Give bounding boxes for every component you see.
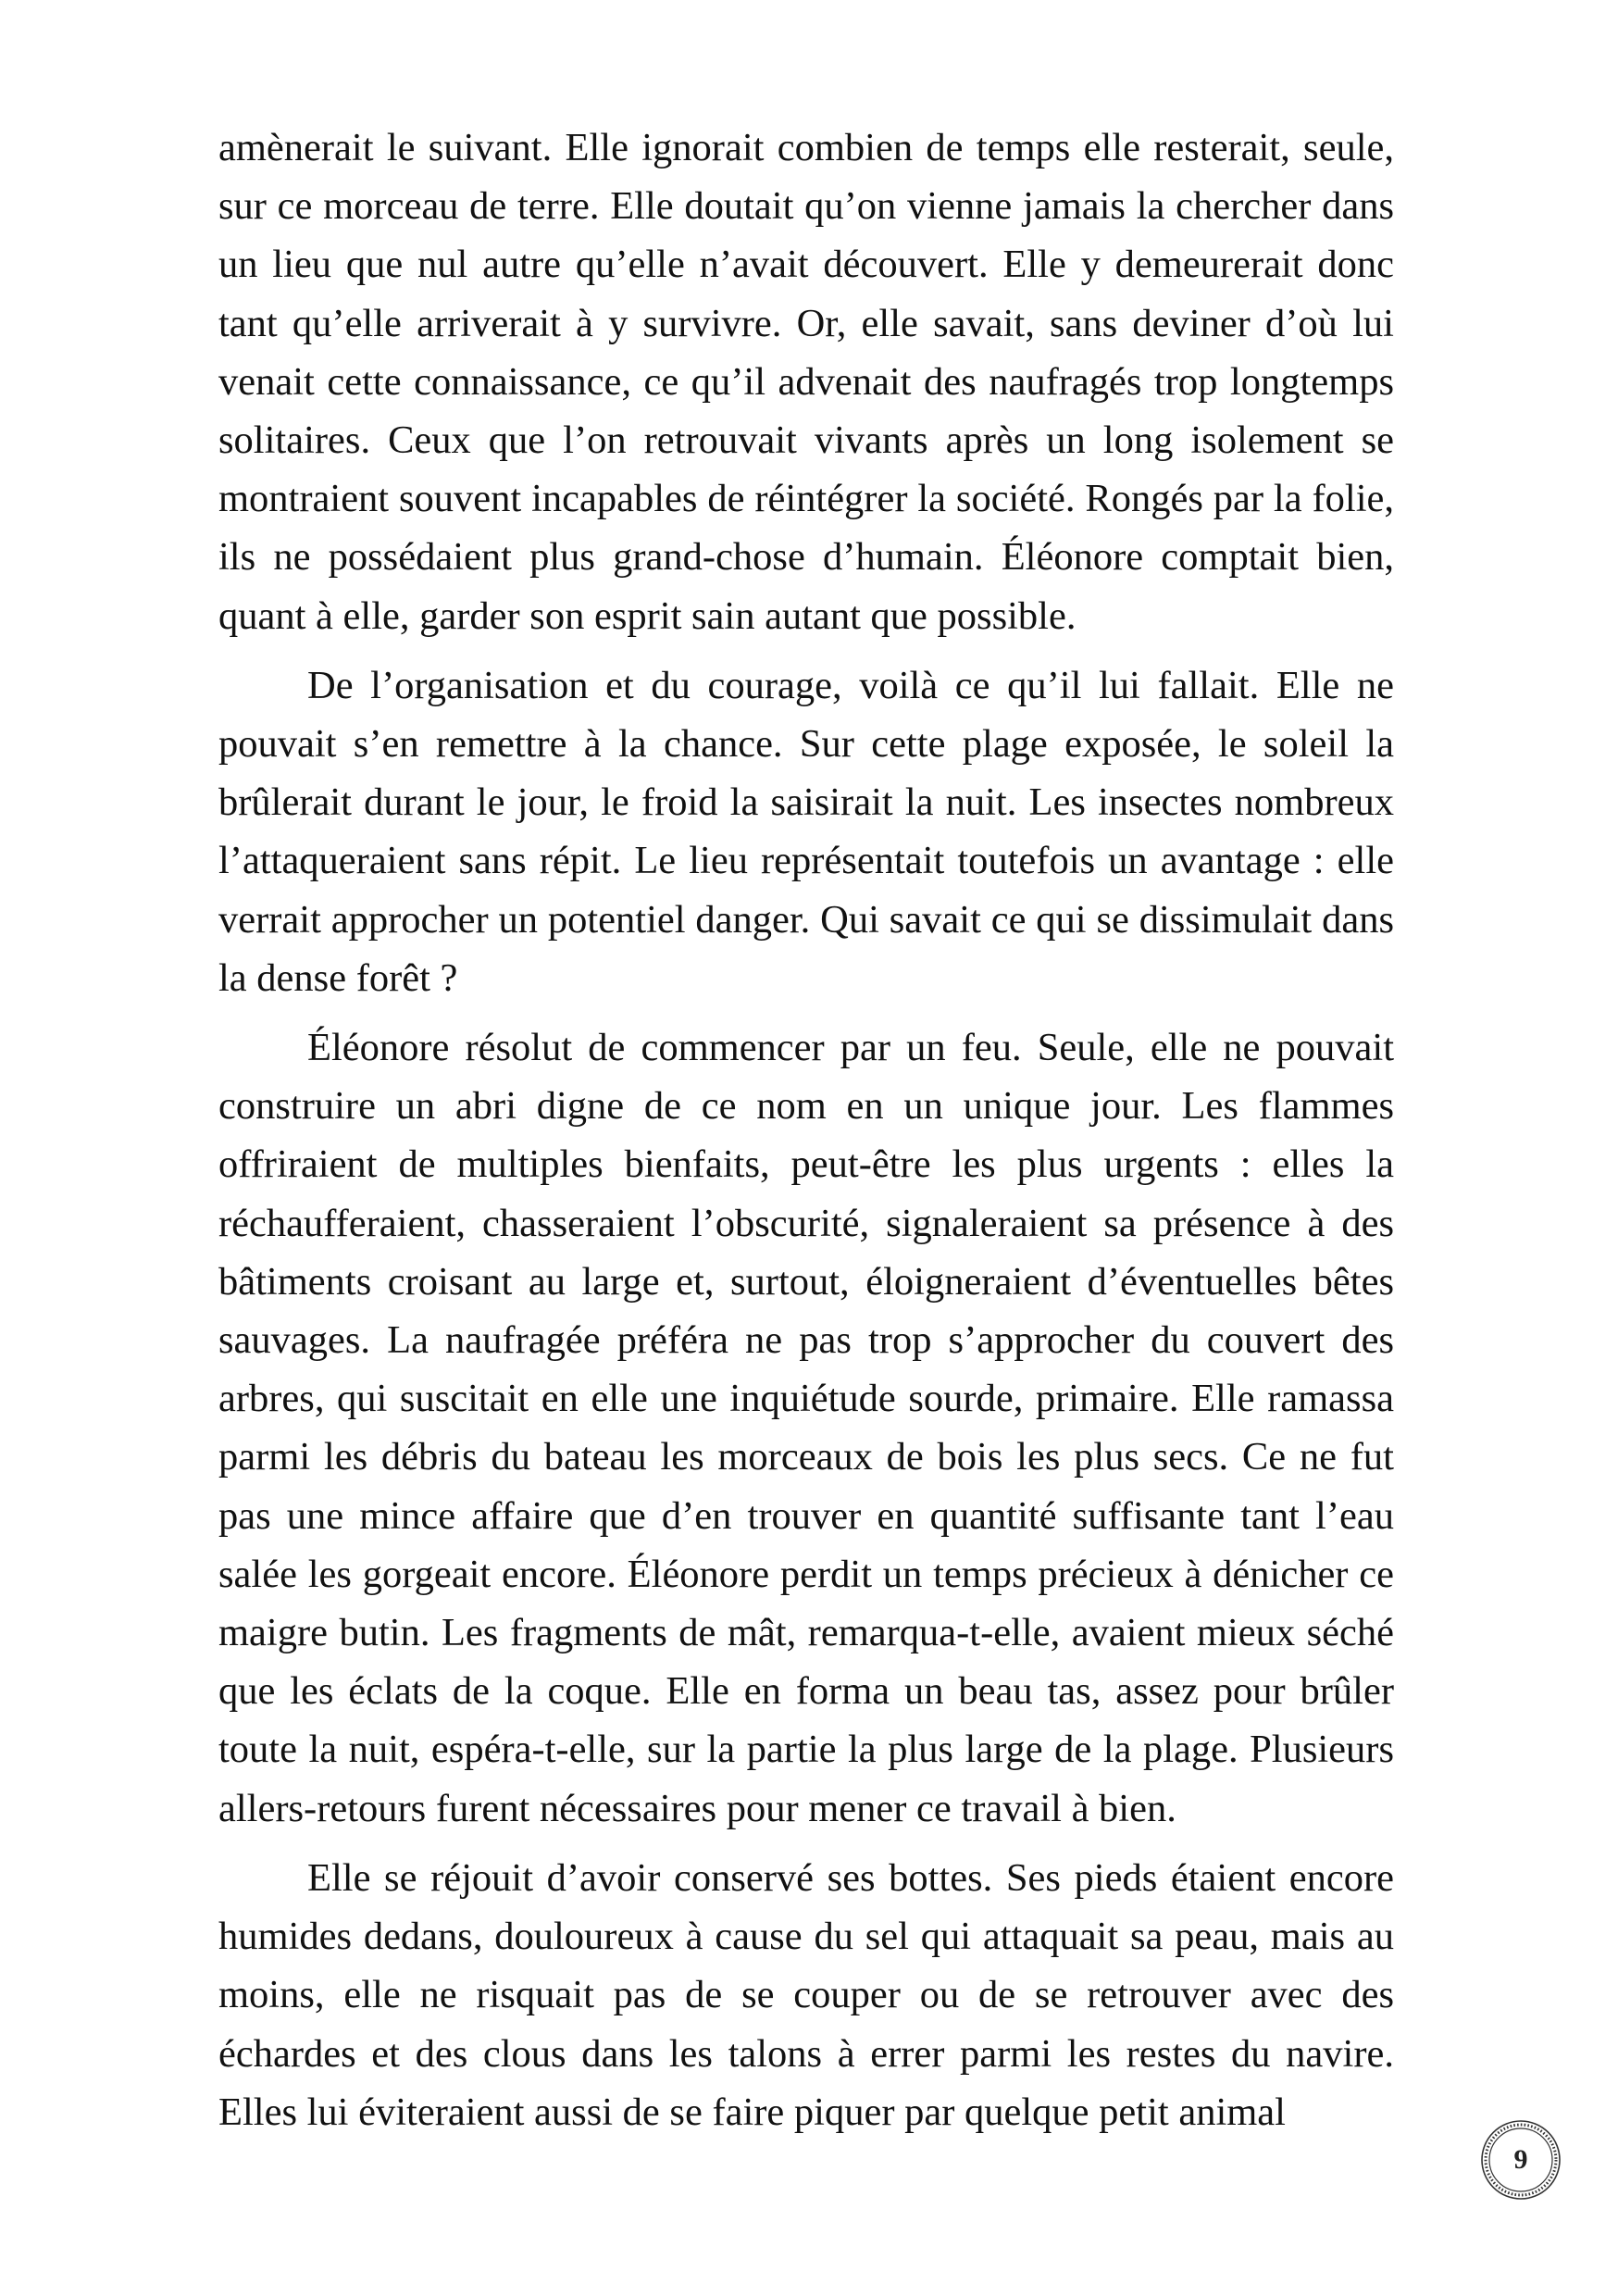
paragraph-4: Elle se réjouit d’avoir conservé ses bottes. Ses pieds étaient encore humides dedans, douloureux à cause du sel qui attaquait sa peau, mais au moins, elle ne risquait pas de se couper ou de se retrouver avec des échardes et des clous dans les talons à errer parmi les restes du navire. Elles lui éviteraient aussi de se faire piquer par quelque petit animal [218,1855,1394,2134]
paragraph-3: Éléonore résolut de commencer par un feu. Seule, elle ne pouvait construire un abri digne de ce nom en un unique jour. Les flammes offriraient de multiples bienfaits, peut-être les plus urgents : elles la réchaufferaient, chasseraient l’obscurité, signaleraient sa présence à des bâtiments croisant au large et, surtout, éloigneraient d’éventuelles bêtes sauvages. La naufragée préféra ne pas trop s’approcher du couvert des arbres, qui suscitait en elle une inquiétude sourde, primaire. Elle ramassa parmi les débris du bateau les morceaux de bois les plus secs. Ce ne fut pas une mince affaire que d’en trouver en quantité suffisante tant l’eau salée les gorgeait encore. Éléonore perdit un temps précieux à dénicher ce maigre butin. Les fragments de mât, remarqua-t-elle, avaient mieux séché que les éclats de la coque. Elle en forma un beau tas, assez pour brûler toute la nuit, espéra-t-elle, sur la partie la plus large de la plage. Plusieurs allers-retours furent nécessaires pour mener ce travail à bien. [218,1026,1394,1830]
body-text [218,119,1394,2141]
paragraph-2: De l’organisation et du courage, voilà ce qu’il lui fallait. Elle ne pouvait s’en remettre à la chance. Sur cette plage exposée, le soleil la brûlerait durant le jour, le froid la saisirait la nuit. Les insectes nombreux l’attaqueraient sans répit. Le lieu représentait toutefois un avantage : elle verrait approcher un potentiel danger. Qui savait ce qui se dissimulait dans la dense forêt ? [218,663,1394,1000]
paragraph-1: amènerait le suivant. Elle ignorait combien de temps elle resterait, seule, sur ce morceau de terre. Elle doutait qu’on vienne jamais la chercher dans un lieu que nul autre qu’elle n’avait découvert. Elle y demeurerait donc tant qu’elle arriverait à y survivre. Or, elle savait, sans deviner d’où lui venait cette connaissance, ce qu’il advenait des naufragés trop longtemps solitaires. Ceux que l’on retrouvait vivants après un long isolement se montraient souvent incapables de réintégrer la société. Rongés par la folie, ils ne possédaient plus grand-chose d’humain. Éléonore comptait bien, quant à elle, garder son esprit sain autant que possible. [218,126,1394,638]
page-number-badge [1479,2118,1562,2202]
page-number: 9 [1513,2144,1528,2175]
